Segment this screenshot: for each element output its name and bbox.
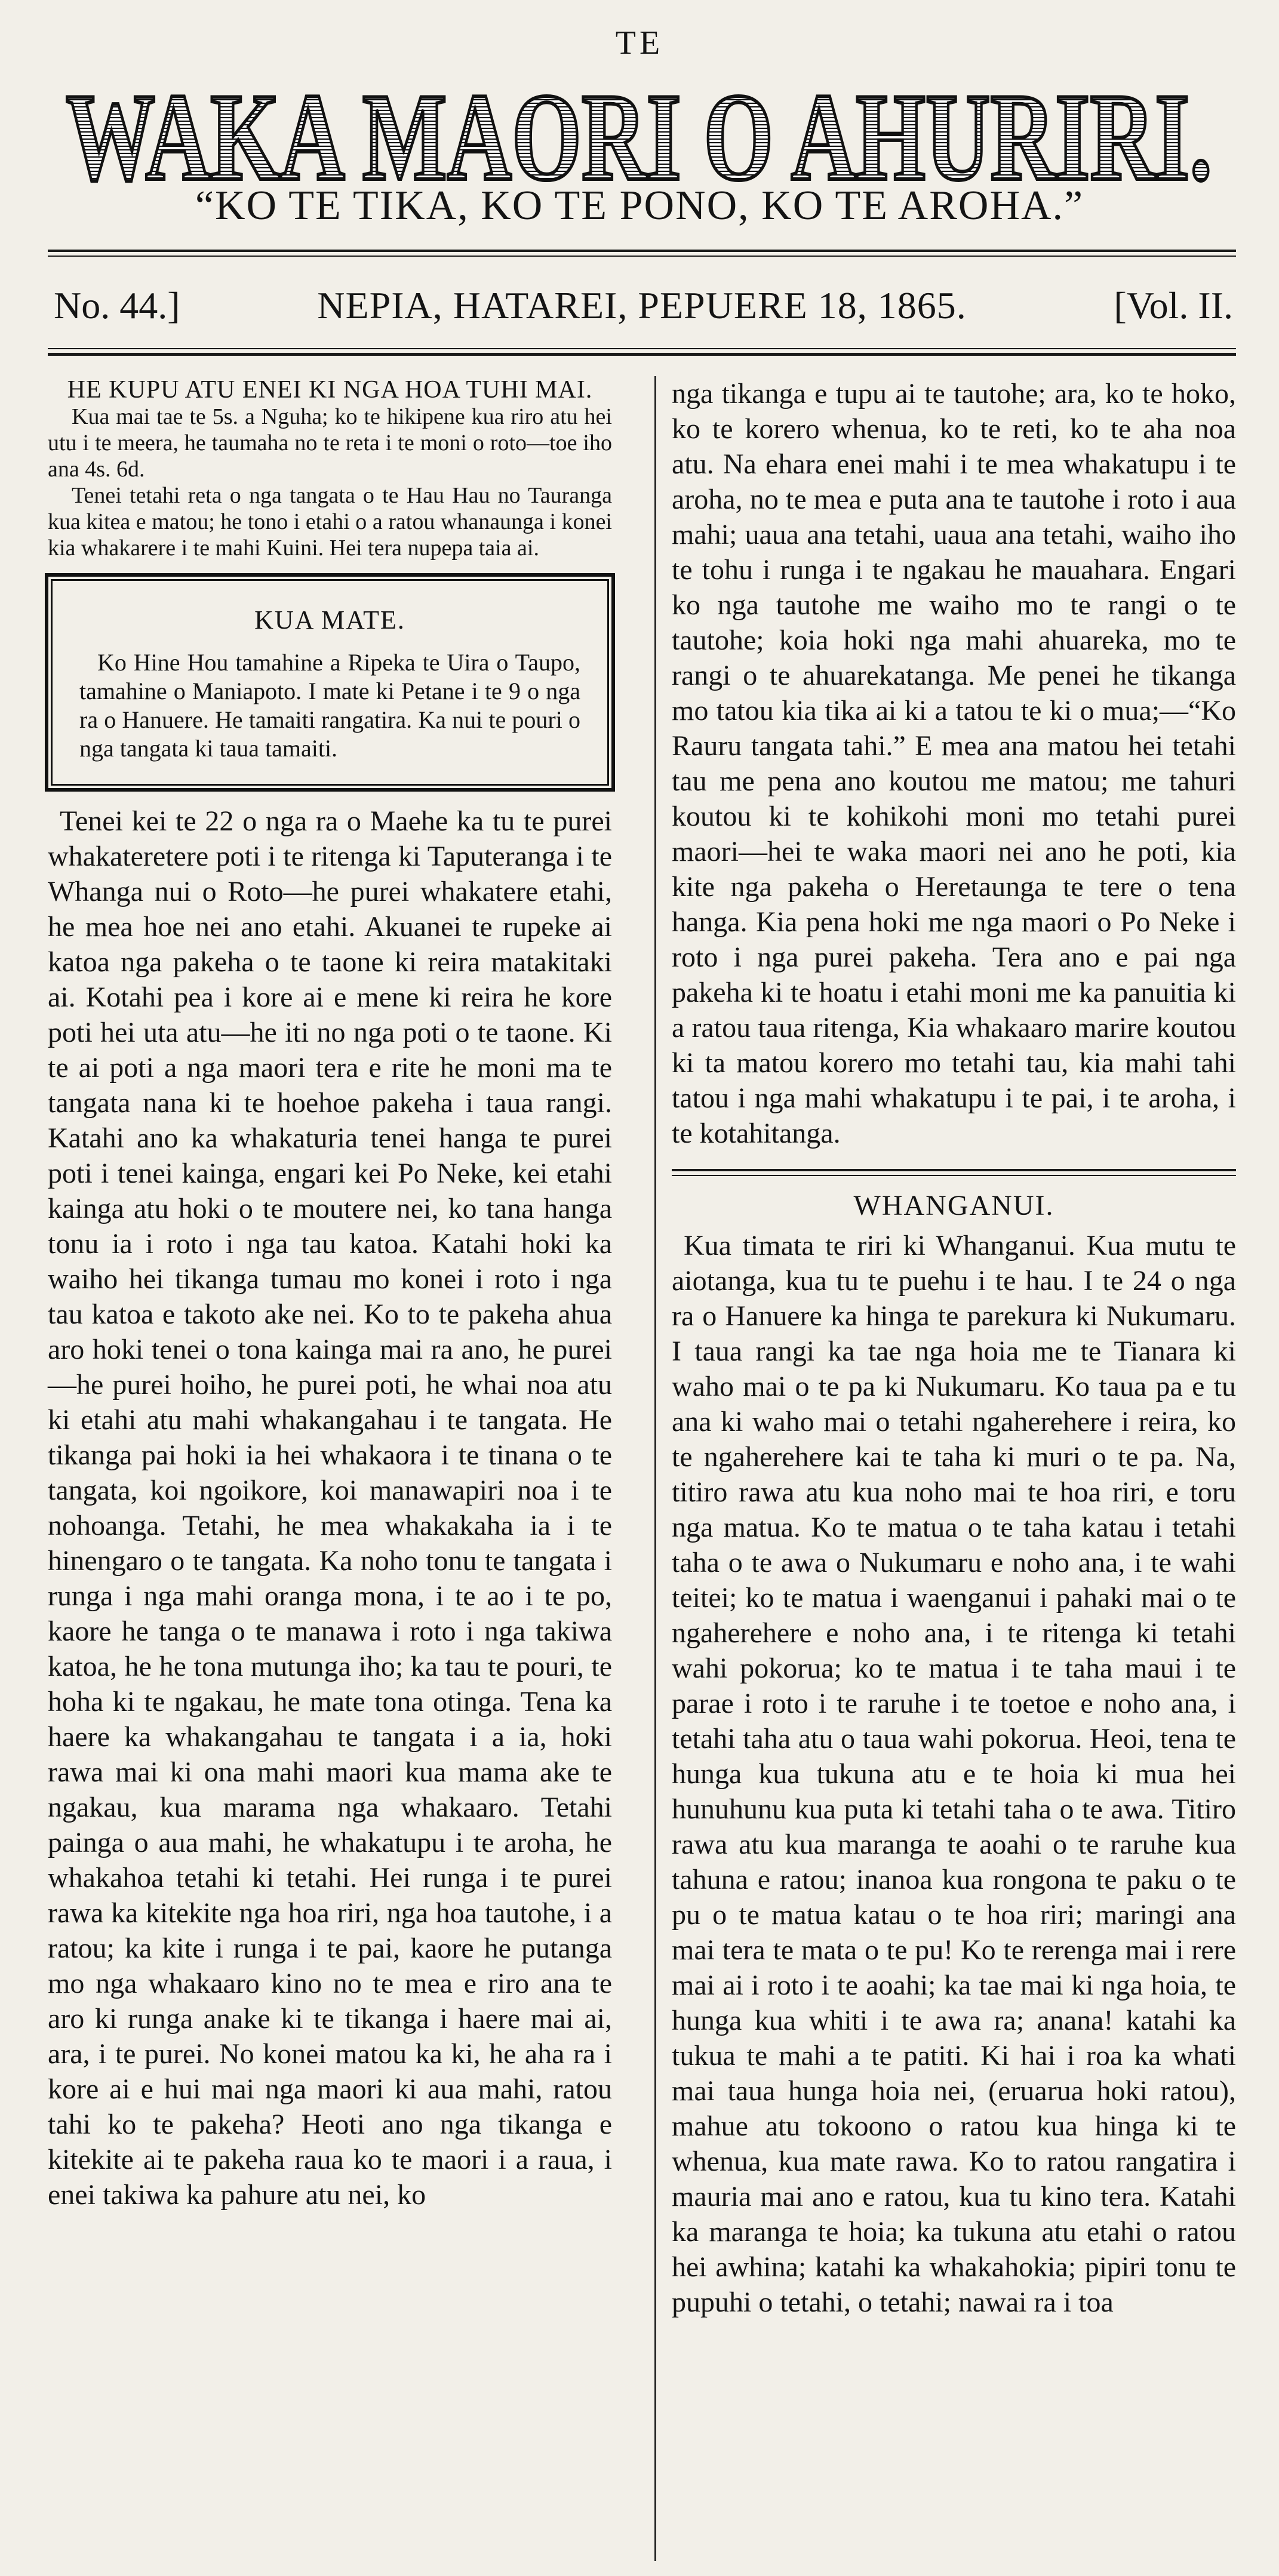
masthead-motto: “KO TE TIKA, KO TE PONO, KO TE AROHA.”: [195, 183, 1084, 229]
notice-heading: HE KUPU ATU ENEI KI NGA HOA TUHI MAI.: [67, 376, 593, 404]
notice-paragraph-1: Kua mai tae te 5s. a Nguha; ko te hikipene kua riro atu hei utu i te meera, he taumaha no te reta i te moni o roto—toe iho ana 4s. 6d.: [48, 404, 612, 482]
issue-dateline: NEPIA, HATAREI, PEPUERE 18, 1865.: [317, 284, 967, 327]
death-notice-box: [51, 579, 609, 786]
masthead-te: TE: [615, 24, 664, 61]
issue-number: No. 44.]: [54, 284, 180, 327]
section-rule-thick: [672, 1169, 1236, 1171]
issue-volume: [Vol. II.: [1114, 284, 1233, 327]
masthead-rule-top: [48, 250, 1236, 252]
masthead-rule-top-thin: [48, 256, 1236, 257]
death-notice-text: Ko Hine Hou tamahine a Ripeka te Uira o Taupo, tamahine o Maniapoto. I mate ki Petane i te 9 o nga ra o Hanuere. He tamaiti rangatira. Ka nui te pouri o nga tangata ki taua tamaiti.: [79, 649, 580, 762]
masthead-title-text: WAKA MAORI O AHURIRI.: [66, 68, 1212, 203]
article-boat-race-part-1: Tenei kei te 22 o nga ra o Maehe ka tu te purei whakateretere poti i te ritenga ki Taputeranga i te Whanga nui o Roto—he purei whakatere etahi, he mea hoe nei ano etahi. Akuanei te rupeke ai katoa nga pakeha o te taone ki reira matakitaki ai. Kotahi pea i kore ai e mene ki reira he kore poti hei uta atu—he iti no nga poti o te taone. Ki te ai poti a nga maori tera e rite he moni ma te tangata nana ki te hoehoe pakeha i taua rangi. Katahi ano ka whakaturia tenei hanga te purei poti i tenei kainga, engari kei Po Neke, kei etahi kainga atu hoki o te moutere nei, ko tana hanga tonu ia i roto i nga tau katoa. Katahi hoki ka waiho hei tikanga tumau mo konei i roto i nga tau katoa e takoto ake nei. Ko to te pakeha ahua aro hoki tenei o tona kainga mai ra ano, he purei—he purei hoiho, he purei poti, he whai noa atu ki etahi atu mahi whakangahau i te tangata. He tikanga pai hoki ia hei whakaora i te tinana o te tangata, koi ngoikore, koi manawapiri noa i te nohoanga. Tetahi, he mea whakakaha ia i te hinengaro o te tangata. Ka noho tonu te tangata i runga i nga mahi oranga mona, i te ao i te po, kaore he tanga o te manawa i roto i nga takiwa katoa, he he tona mutunga iho; ka tau te pouri, te hoha ki te ngakau, he mate tona otinga. Tena ka haere ka whakangahau te tangata i a ia, hoki rawa mai ki ona mahi maori kua mama ake te ngakau, kua marama nga whakaaro. Tetahi painga o aua mahi, he whakatupu i te aroha, he whakahoa tetahi ki tetahi. Hei runga i te purei rawa ka kitekite nga hoa riri, nga hoa tautohe, i a ratou; ka kite i runga i te pai, kaore he putanga mo nga whakaaro kino no te mea e riro ana te aro ki runga anake ki te tikanga i haere mai ai, ara, i te purei. No konei matou ka ki, he aha ra i kore ai e hui mai nga maori ki aua mahi, ratou tahi ko te pakeha? Heoti ano nga tikanga e kitekite ai te pakeha raua ko te maori i a raua, i enei takiwa ka pahure atu nei, ko: [48, 805, 612, 2211]
article-whanganui: Kua timata te riri ki Whanganui. Kua mutu te aiotanga, kua tu te puehu i te hau. I te 24 o nga ra o Hanuere ka hinga te parekura ki Nukumaru. I taua rangi ka tae nga hoia me te Tianara ki waho mai o te pa ki Nukumaru. Ko taua pa e tu ana ki waho mai o tetahi ngaherehere i reira, ko te ngaherehere kai te taha ki muri o te pa. Na, titiro rawa atu kua noho mai te hoa riri, e toru nga matua. Ko te matua o te taha katau i tetahi taha o te awa o Nukumaru e noho ana, i te wahi teitei; ko te matua i waenganui i pahaki mai o te ngaherehere e noho ana, i te ritenga ki tetahi wahi pokorua; ko te matua i te taha maui i te parae i roto i te raruhe i te toetoe e noho ana, i tetahi taha atu o taua wahi pokorua. Heoi, tena te hunga kua tukuna atu e te hoia ki mua hei hunuhunu kua puta ki tetahi taha o te awa. Titiro rawa atu kua maranga te aoahi o te raruhe kua tahuna e ratou; inanoa kua rongona te paku o te pu o te matua katau o te hoa riri; maringi ana mai tera te mata o te pu! Ko te rerenga mai i rere mai ai i roto i te aoahi; ka tae mai ki nga hoia, te hunga kua whiti i te awa ra; anana! katahi ka tukua te mahi a te patiti. Ki hai i roa ka whati mai taua hunga hoia nei, (eruarua hoki ratou), mahue atu tokoono o ratou kua hinga ki te whenua, kua mate rawa. Ko to ratou rangatira i mauria mai ano e ratou, kua tu kino tera. Katahi ka maranga te hoia; ka tukuna atu etahi o ratou hei awhina; katahi ka whakahokia; pipiri tonu te pupuhi o tetahi, o tetahi; nawai ra i toa: [672, 1230, 1236, 2318]
article-boat-race-part-2: nga tikanga e tupu ai te tautohe; ara, ko te hoko, ko te korero whenua, ko te reti, ko te aha noa atu. Na ehara enei mahi i te mea whakatupu i te aroha, no te mea e puta ana te tautohe i roto i aua mahi; uaua ana tetahi, uaua ana tetahi, waiho iho te tohu i runga i te ngakau he mauahara. Engari ko nga tautohe me waiho mo te rangi o te tautohe; koia hoki nga mahi ahuareka, mo te rangi o te ahuarekatanga. Me penei he tikanga mo tatou kia tika ai ki a tatou te ki o mua;—“Ko Rauru tangata tahi.” E mea ana matou hei tetahi tau me pena ano koutou me matou; me tahuri koutou ki te kohikohi moni mo tetahi purei maori—hei te waka maori nei ano he poti, kia kite nga pakeha o Heretaunga te tere o tena hanga. Kia pena hoki me nga maori o Po Neke i roto i nga purei pakeha. Tera ano e pai nga pakeha ki te hoatu i etahi moni me ka panuitia ki a ratou taua ritenga, Kia whakaaro marire koutou ki ta matou korero mo tetahi tau, kia mahi tahi tatou i nga mahi whakatupu i te pai, i te aroha, i te kotahitanga.: [672, 378, 1236, 1149]
issue-line: [48, 284, 1236, 337]
section-rule-thin: [672, 1175, 1236, 1176]
right-column: [672, 376, 1236, 2320]
issue-rule-thick: [48, 353, 1236, 356]
left-column: [48, 376, 612, 2212]
death-notice-heading: KUA MATE.: [254, 605, 405, 635]
notice-paragraph-2: Tenei tetahi reta o nga tangata o te Hau Hau no Tauranga kua kitea e matou; he tono i etahi o a ratou whanaunga i konei kia whakarere i te mahi Kuini. Hei tera nupepa taia ai.: [48, 483, 612, 561]
whanganui-heading: WHANGANUI.: [853, 1190, 1054, 1221]
column-divider: [654, 376, 656, 2561]
issue-rule-thin: [48, 348, 1236, 349]
